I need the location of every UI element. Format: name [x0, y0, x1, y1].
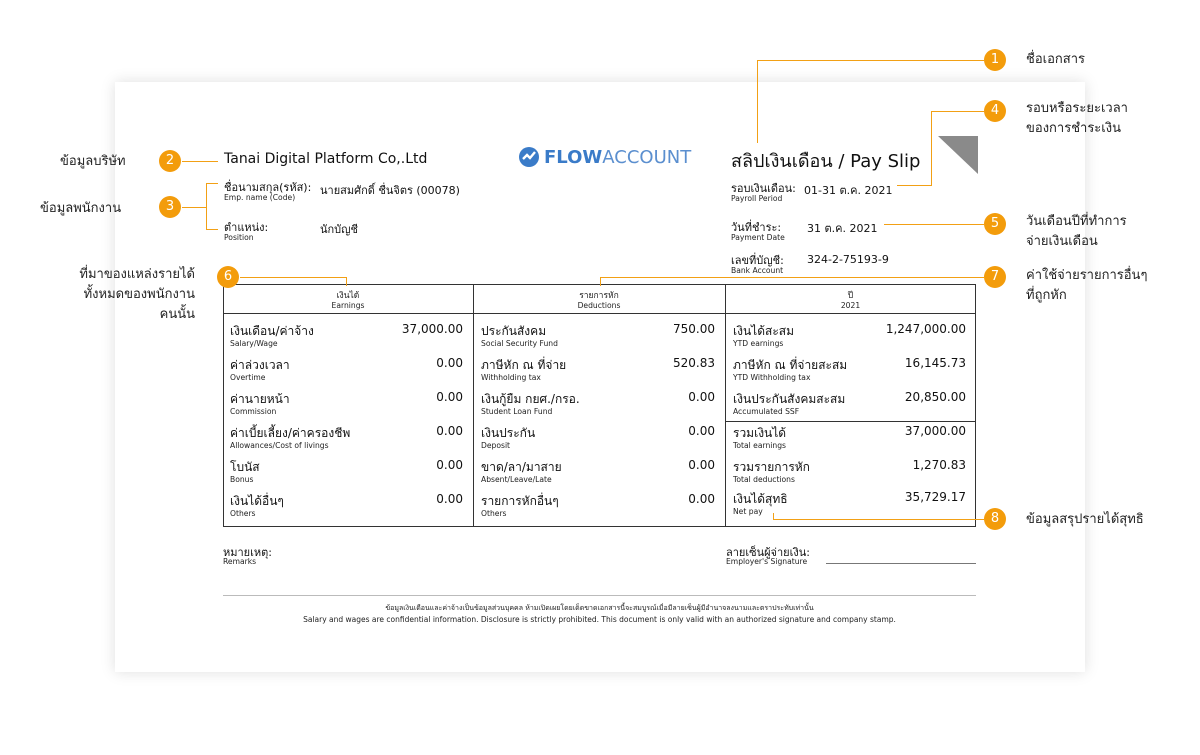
employee-name-label: ชื่อนามสกุล(รหัส): [224, 181, 312, 194]
page-corner-icon [938, 136, 980, 176]
remarks-label: หมายเหตุ: [223, 546, 272, 559]
ytd-item-label: เงินได้สะสม [733, 324, 794, 338]
earnings-item-value: 0.00 [436, 458, 463, 472]
earnings-item-value: 0.00 [436, 492, 463, 506]
ytd-item-label: เงินได้สุทธิ [733, 492, 788, 506]
callout-line-7 [600, 277, 984, 278]
ytd-item-label: รวมเงินได้ [733, 426, 787, 440]
ytd-item-label-en: Net pay [733, 507, 763, 516]
ytd-item-value: 1,247,000.00 [885, 322, 966, 336]
annotation-text-1: ชื่อเอกสาร [1026, 52, 1085, 67]
deductions-item-label: เงินประกัน [481, 426, 536, 440]
annotation-text-4a: รอบหรือระยะเวลา [1026, 101, 1128, 116]
ytd-item-value: 20,850.00 [904, 390, 966, 404]
ytd-item-value: 16,145.73 [904, 356, 966, 370]
annotation-text-3: ข้อมูลพนักงาน [40, 201, 122, 216]
table-column-divider [473, 284, 474, 527]
callout-line-5 [884, 224, 984, 225]
payroll-period-label-en: Payroll Period [731, 194, 783, 203]
earnings-item-label-en: Commission [230, 407, 277, 416]
footer-disclaimer-th: ข้อมูลเงินเดือนและค่าจ้างเป็นข้อมูลส่วนบุคคล ห้ามเปิดเผยโดยเด็ดขาดเอกสารนี้จะสมบูรณ์เมื่อมีลายเซ็นผู้มีอำนาจลงนามและตราประทับเท่านั้น [385, 604, 814, 612]
bank-account-value: 324-2-75193-9 [807, 253, 889, 266]
callout-line-1 [757, 60, 984, 61]
callout-line-7 [600, 277, 601, 286]
deductions-item-label: ภาษีหัก ณ ที่จ่าย [481, 358, 567, 372]
ytd-item-label: รวมรายการหัก [733, 460, 810, 474]
deductions-item-label-en: Absent/Leave/Late [481, 475, 552, 484]
deductions-item-label-en: Social Security Fund [481, 339, 558, 348]
deductions-item-label: รายการหักอื่นๆ [481, 494, 559, 508]
ytd-item-value: 37,000.00 [904, 424, 966, 438]
earnings-item-label: เงินเดือน/ค่าจ้าง [230, 324, 314, 338]
flowaccount-logo [518, 146, 691, 168]
bank-account-label: เลขที่บัญชี: [731, 254, 784, 267]
callout-line-8 [773, 513, 774, 520]
table-column-divider [725, 284, 726, 527]
footer-divider [223, 595, 976, 596]
earnings-header-en: Earnings [331, 301, 365, 310]
earnings-item-label-en: Bonus [230, 475, 254, 484]
earnings-item-value: 37,000.00 [401, 322, 463, 336]
earnings-item-label: เงินได้อื่นๆ [230, 494, 284, 508]
position-value: นักบัญชี [320, 223, 359, 236]
logo-text-bold: FLOW [544, 146, 603, 168]
deductions-item-value: 520.83 [673, 356, 715, 370]
signature-label-en: Employer's Signature [726, 557, 808, 566]
ytd-item-label: เงินประกันสังคมสะสม [733, 392, 846, 406]
callout-line-4 [897, 185, 931, 186]
annotation-text-5b: จ่ายเงินเดือน [1026, 234, 1098, 249]
annotation-badge-1: 1 [984, 49, 1006, 71]
annotation-text-6b: ทั้งหมดของพนักงาน [83, 287, 195, 302]
callout-line-3 [206, 183, 218, 184]
earnings-item-label: ค่านายหน้า [230, 392, 290, 406]
deductions-item-value: 750.00 [673, 322, 715, 336]
callout-line-2 [182, 161, 218, 162]
callout-line-1 [757, 60, 758, 143]
company-name: Tanai Digital Platform Co,.Ltd [224, 151, 428, 167]
annotation-text-4b: ของการชำระเงิน [1026, 121, 1121, 136]
payment-date-label-en: Payment Date [731, 233, 785, 242]
bank-account-label-en: Bank Account [731, 266, 784, 275]
ytd-item-label-en: YTD Withholding tax [733, 373, 811, 382]
earnings-item-label: ค่าเบี้ยเลี้ยง/ค่าครองชีพ [230, 426, 351, 440]
deductions-header-en: Deductions [577, 301, 621, 310]
callout-line-3 [206, 229, 218, 230]
payment-date-value: 31 ต.ค. 2021 [807, 222, 878, 235]
annotation-badge-8: 8 [984, 508, 1006, 530]
footer-disclaimer-en: Salary and wages are confidential information. Disclosure is strictly prohibited. This document is only valid with an authorized signature and company stamp. [303, 615, 896, 624]
deductions-item-value: 0.00 [688, 458, 715, 472]
deductions-header: รายการหัก [579, 291, 619, 301]
callout-line-3 [206, 183, 207, 229]
annotation-text-6a: ที่มาของแหล่งรายได้ [79, 267, 195, 282]
remarks-label-en: Remarks [223, 557, 257, 566]
annotation-badge-3: 3 [159, 196, 181, 218]
deductions-item-label: ขาด/ลา/มาสาย [481, 460, 562, 474]
flowaccount-logo-icon [518, 146, 540, 168]
ytd-summary-divider [725, 421, 976, 422]
annotation-text-5a: วันเดือนปีที่ทำการ [1026, 214, 1127, 229]
annotation-badge-2: 2 [159, 150, 181, 172]
logo-text-light: ACCOUNT [602, 146, 692, 168]
callout-line-3 [182, 207, 206, 208]
earnings-item-label-en: Overtime [230, 373, 266, 382]
deductions-item-label-en: Deposit [481, 441, 511, 450]
ytd-item-label-en: Total deductions [733, 475, 795, 484]
position-label: ตำแหน่ง: [224, 221, 269, 234]
document-title: สลิปเงินเดือน / Pay Slip [731, 151, 921, 172]
position-label-en: Position [224, 233, 254, 242]
deductions-item-label: เงินกู้ยืม กยศ./กรอ. [481, 392, 580, 406]
earnings-item-value: 0.00 [436, 356, 463, 370]
payroll-period-value: 01-31 ต.ค. 2021 [804, 184, 893, 197]
payroll-period-label: รอบเงินเดือน: [731, 182, 796, 195]
earnings-item-label-en: Others [230, 509, 256, 518]
callout-line-4 [931, 111, 984, 112]
annotation-badge-6: 6 [217, 266, 239, 288]
ytd-item-value: 35,729.17 [904, 490, 966, 504]
earnings-header: เงินได้ [336, 291, 360, 301]
earnings-item-label-en: Salary/Wage [230, 339, 278, 348]
deductions-item-value: 0.00 [688, 492, 715, 506]
deductions-item-value: 0.00 [688, 424, 715, 438]
callout-line-6 [346, 277, 347, 286]
ytd-item-label-en: Accumulated SSF [733, 407, 800, 416]
annotation-badge-4: 4 [984, 100, 1006, 122]
deductions-item-label-en: Withholding tax [481, 373, 541, 382]
ytd-item-label: ภาษีหัก ณ ที่จ่ายสะสม [733, 358, 848, 372]
annotation-text-6c: คนนั้น [159, 307, 195, 322]
earnings-item-value: 0.00 [436, 390, 463, 404]
earnings-item-value: 0.00 [436, 424, 463, 438]
annotation-text-2: ข้อมูลบริษัท [60, 154, 126, 169]
ytd-item-label-en: YTD earnings [733, 339, 784, 348]
callout-line-4 [931, 111, 932, 186]
signature-label: ลายเซ็นผู้จ่ายเงิน: [726, 546, 810, 559]
deductions-item-label-en: Others [481, 509, 507, 518]
ytd-item-value: 1,270.83 [912, 458, 966, 472]
annotation-text-7b: ที่ถูกหัก [1026, 288, 1067, 303]
deductions-item-label: ประกันสังคม [481, 324, 547, 338]
payment-date-label: วันที่ชำระ: [731, 221, 782, 234]
annotation-badge-5: 5 [984, 213, 1006, 235]
earnings-item-label-en: Allowances/Cost of livings [230, 441, 329, 450]
signature-line [826, 563, 976, 564]
annotation-text-7a: ค่าใช้จ่ายรายการอื่นๆ [1026, 268, 1148, 283]
callout-line-6 [240, 277, 347, 278]
deductions-item-value: 0.00 [688, 390, 715, 404]
table-header-divider [223, 313, 976, 314]
annotation-text-8: ข้อมูลสรุปรายได้สุทธิ [1026, 512, 1144, 527]
ytd-header-en: 2021 [840, 301, 861, 310]
ytd-header: ปี [847, 291, 854, 301]
earnings-item-label: โบนัส [230, 460, 260, 474]
annotation-badge-7: 7 [984, 266, 1006, 288]
ytd-item-label-en: Total earnings [733, 441, 786, 450]
callout-line-8 [773, 519, 984, 520]
earnings-item-label: ค่าล่วงเวลา [230, 358, 290, 372]
employee-name-label-en: Emp. name (Code) [224, 193, 296, 202]
deductions-item-label-en: Student Loan Fund [481, 407, 553, 416]
employee-name-value: นายสมศักดิ์ ชื่นจิตร (00078) [320, 184, 460, 197]
